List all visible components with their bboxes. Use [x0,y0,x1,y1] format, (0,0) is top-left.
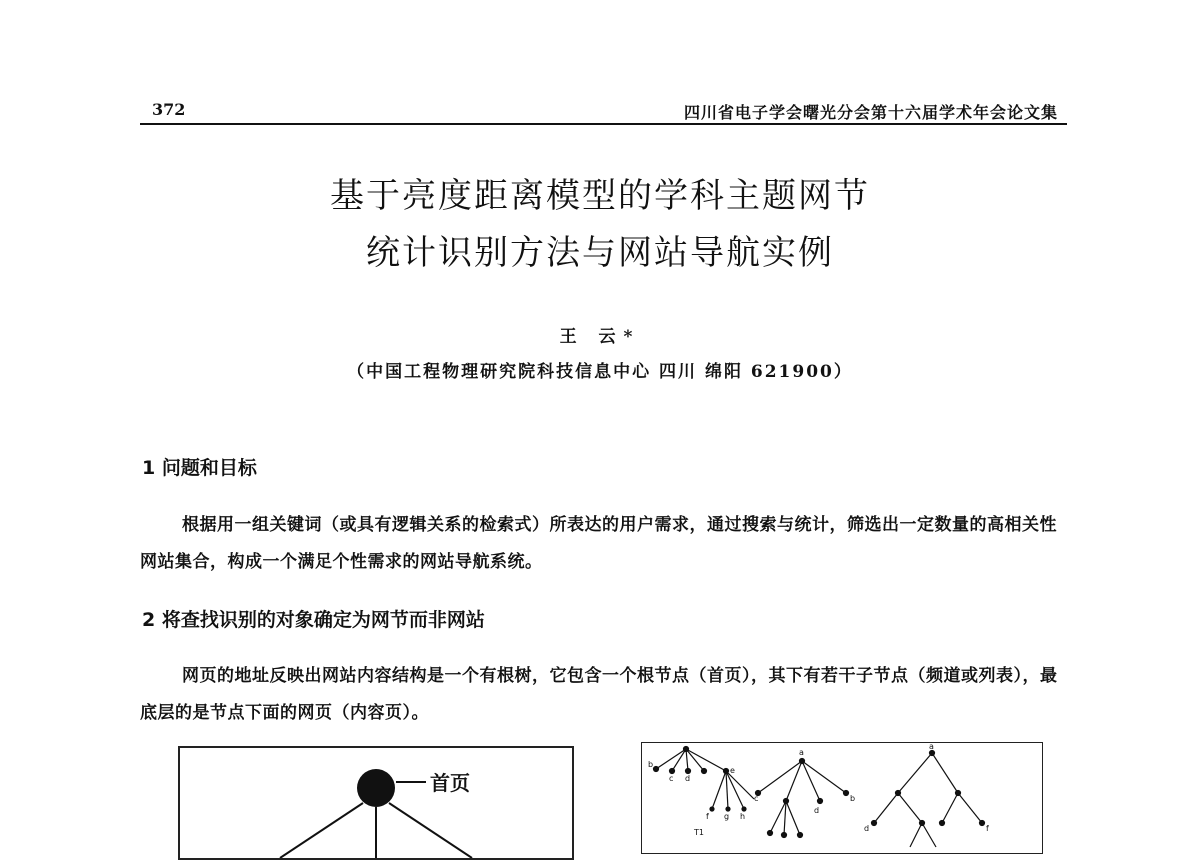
node-label: e [730,766,735,775]
author: 王 云* [559,327,641,347]
node-label: d [864,824,870,833]
node-label: a [799,748,804,757]
node-label: h [740,812,746,821]
root-node [357,769,395,807]
tree-edge [280,803,363,858]
node-label: d [814,806,820,815]
tree-node [844,791,849,796]
node-label: b [648,760,654,769]
tree-node [872,821,877,826]
node-label: d [685,774,691,783]
site-tree-diagram [180,748,572,858]
affiliation: （中国工程物理研究院科技信息中心 四川 绵阳 621900） [347,362,853,382]
tree-node [980,821,985,826]
tree-node [798,833,803,838]
section-1-heading: 1 问题和目标 [142,457,257,479]
paper-title-line-2: 统计识别方法与网站导航实例 [366,233,834,273]
node-label: c [754,794,759,803]
node-label: f [986,824,989,833]
tree-node [940,821,945,826]
tree-edge [389,803,472,858]
tree-node [726,807,730,811]
tree-node [742,807,746,811]
example-trees-diagram [642,743,1042,853]
page-number: 372 [152,100,186,119]
tree-node [654,767,659,772]
node-label: c [669,774,674,783]
node-label: g [724,812,730,821]
root-label: 首页 [430,771,470,795]
section-2-paragraph: 网页的地址反映出网站内容结构是一个有根树，它包含一个根节点（首页），其下有若干子节点（频道或列表），最底层的是节点下面的网页（内容页）。 [140,666,1058,723]
tree-label: T1 [694,828,704,837]
figure-site-tree [178,746,574,860]
section-2-heading: 2 将查找识别的对象确定为网节而非网站 [142,609,485,631]
section-1-paragraph: 根据用一组关键词（或具有逻辑关系的检索式）所表达的用户需求，通过搜索与统计，筛选出一定数量的高相关性网站集合，构成一个满足个性需求的网站导航系统。 [140,515,1057,572]
tree-node [686,769,691,774]
figure-example-trees [641,742,1043,854]
tree-node [818,799,823,804]
tree-node [782,833,787,838]
tree-node [670,769,675,774]
node-label: b [850,794,856,803]
node-label: f [706,812,709,821]
paper-title-line-1: 基于亮度距离模型的学科主题网节 [330,176,870,216]
node-label: a [929,743,934,751]
running-title: 四川省电子学会曙光分会第十六届学术年会论文集 [683,103,1058,122]
tree-node [702,769,707,774]
tree-node [710,807,714,811]
header-rule [140,123,1067,125]
tree-node [768,831,773,836]
